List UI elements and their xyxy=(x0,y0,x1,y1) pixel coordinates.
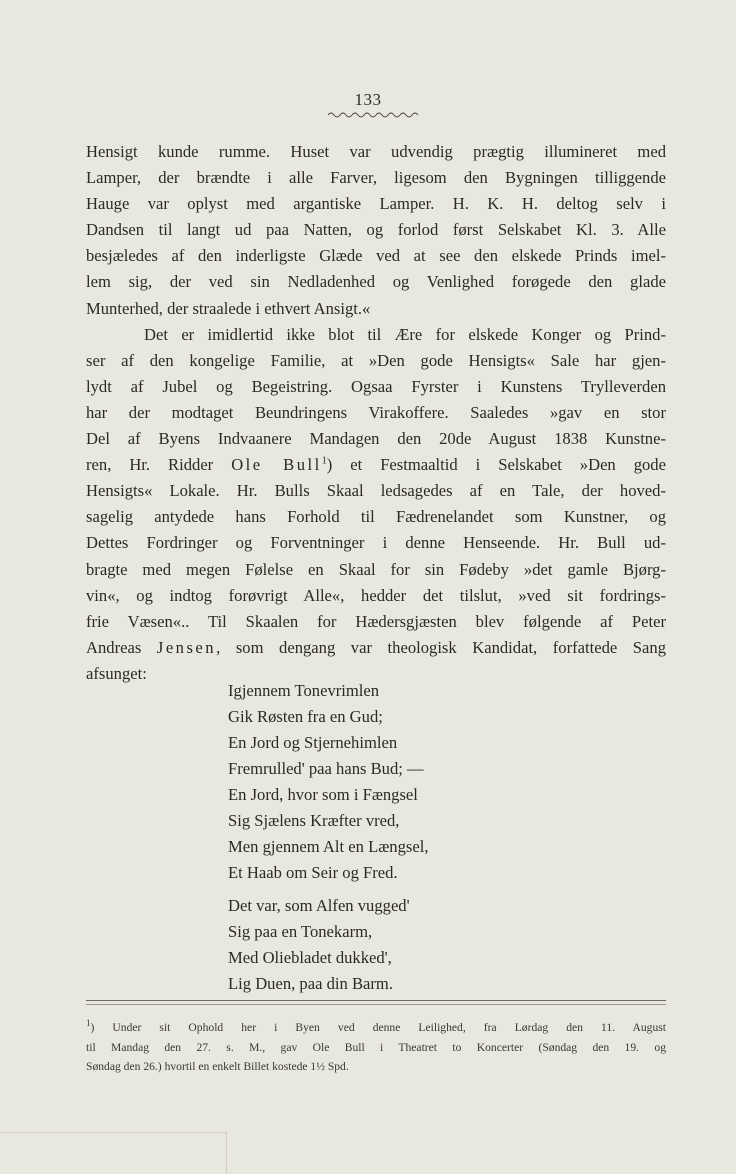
text-segment: Andreas xyxy=(86,637,142,657)
text-line: Dandsen til langt ud paa Natten, og forlod først Selskabet Kl. 3. Alle xyxy=(86,220,666,240)
text-line: sagelig antydede hans Forhold til Fædrenelandet som Kunstner, og xyxy=(86,507,666,527)
text-line: Det er imidlertid ikke blot til Ære for elskede Konger og Prind- xyxy=(144,324,666,344)
stanza-gap xyxy=(228,886,608,893)
text-segment: ) Under sit Ophold her i Byen ved denne Leilighed, fra Lørdag den 11. August xyxy=(90,1021,666,1034)
verse-block xyxy=(228,678,608,997)
footnote-divider xyxy=(86,1000,666,1001)
text-line: Lamper, der brændte i alle Farver, ligesom den Bygningen tilliggende xyxy=(86,168,666,188)
text-segment: , som dengang var theologisk Kandidat, forfattede Sang xyxy=(216,637,666,657)
footnote xyxy=(86,1018,666,1077)
text-segment: ren, Hr. Ridder xyxy=(86,455,214,475)
text-line: frie Væsen«.. Til Skaalen for Hædersgjæsten blev følgende af Peter xyxy=(86,611,666,631)
text-line: Dettes Fordringer og Forventninger i denne Henseende. Hr. Bull ud- xyxy=(86,533,666,553)
text-line: vin«, og indtog forøvrigt Alle«, hedder det tilslut, »ved sit fordrings- xyxy=(86,585,666,605)
verse-line: En Jord, hvor som i Fængsel xyxy=(228,785,418,804)
verse-line: Men gjennem Alt en Længsel, xyxy=(228,837,429,856)
footnote-reference: 1 xyxy=(321,455,327,467)
text-line: har der modtaget Beundringens Virakoffere. Saaledes »gav en stor xyxy=(86,402,666,422)
text-line: besjæledes af den inderligste Glæde ved at see den elskede Prinds imel- xyxy=(86,246,666,266)
verse-line: Gik Røsten fra en Gud; xyxy=(228,707,383,726)
body-text xyxy=(86,139,666,687)
text-line: Munterhed, der straalede i ethvert Ansigt.« xyxy=(86,298,371,318)
footnote-divider xyxy=(86,1004,666,1005)
text-line: lydt af Jubel og Begeistring. Ogsaa Fyrster i Kunstens Trylleverden xyxy=(86,376,666,396)
text-line: Hensigts« Lokale. Hr. Bulls Skaal ledsagedes af en Tale, der hoved- xyxy=(86,481,666,501)
footnote-line: Søndag den 26.) hvortil en enkelt Billet kostede 1½ Spd. xyxy=(86,1060,349,1073)
footnote-line: til Mandag den 27. s. M., gav Ole Bull i Theatret to Koncerter (Søndag den 19. og xyxy=(86,1040,666,1054)
verse-line: Et Haab om Seir og Fred. xyxy=(228,863,398,882)
verse-line: Igjennem Tonevrimlen xyxy=(228,681,380,700)
verse-line: Sig paa en Tonekarm, xyxy=(228,922,373,941)
text-line: bragte med megen Følelse en Skaal for sin Fødeby »det gamle Bjørg- xyxy=(86,559,666,579)
footnote-line xyxy=(86,1018,666,1038)
scan-edge xyxy=(0,1132,227,1174)
verse-line: Fremrulled' paa hans Bud; — xyxy=(228,759,424,778)
footnote-marker: 1 xyxy=(86,1018,91,1029)
text-line: afsunget: xyxy=(86,663,147,683)
text-line: Hauge var oplyst med argantiske Lamper. H. K. H. deltog selv i xyxy=(86,194,666,214)
text-line xyxy=(86,452,666,478)
verse-line: Lig Duen, paa din Barm. xyxy=(228,974,393,993)
verse-line: Med Oliebladet dukked', xyxy=(228,948,392,967)
wavy-ornament xyxy=(328,111,418,119)
text-line: Del af Byens Indvaanere Mandagen den 20de August 1838 Kunstne- xyxy=(86,429,666,449)
text-line: ser af den kongelige Familie, at »Den gode Hensigts« Sale har gjen- xyxy=(86,350,666,370)
person-name: Ole Bull xyxy=(231,455,322,475)
text-line: lem sig, der ved sin Nedladenhed og Venlighed forøgede den glade xyxy=(86,272,666,292)
verse-line: En Jord og Stjernehimlen xyxy=(228,733,398,752)
text-line xyxy=(86,635,666,661)
verse-line: Sig Sjælens Kræfter vred, xyxy=(228,811,400,830)
text-line: Hensigt kunde rumme. Huset var udvendig prægtig illumineret med xyxy=(86,142,666,161)
page-number: 133 xyxy=(354,90,382,109)
verse-line: Det var, som Alfen vugged' xyxy=(228,896,410,915)
text-segment: ) et Festmaaltid i Selskabet »Den gode xyxy=(326,455,666,475)
person-name: Jensen xyxy=(156,637,217,657)
